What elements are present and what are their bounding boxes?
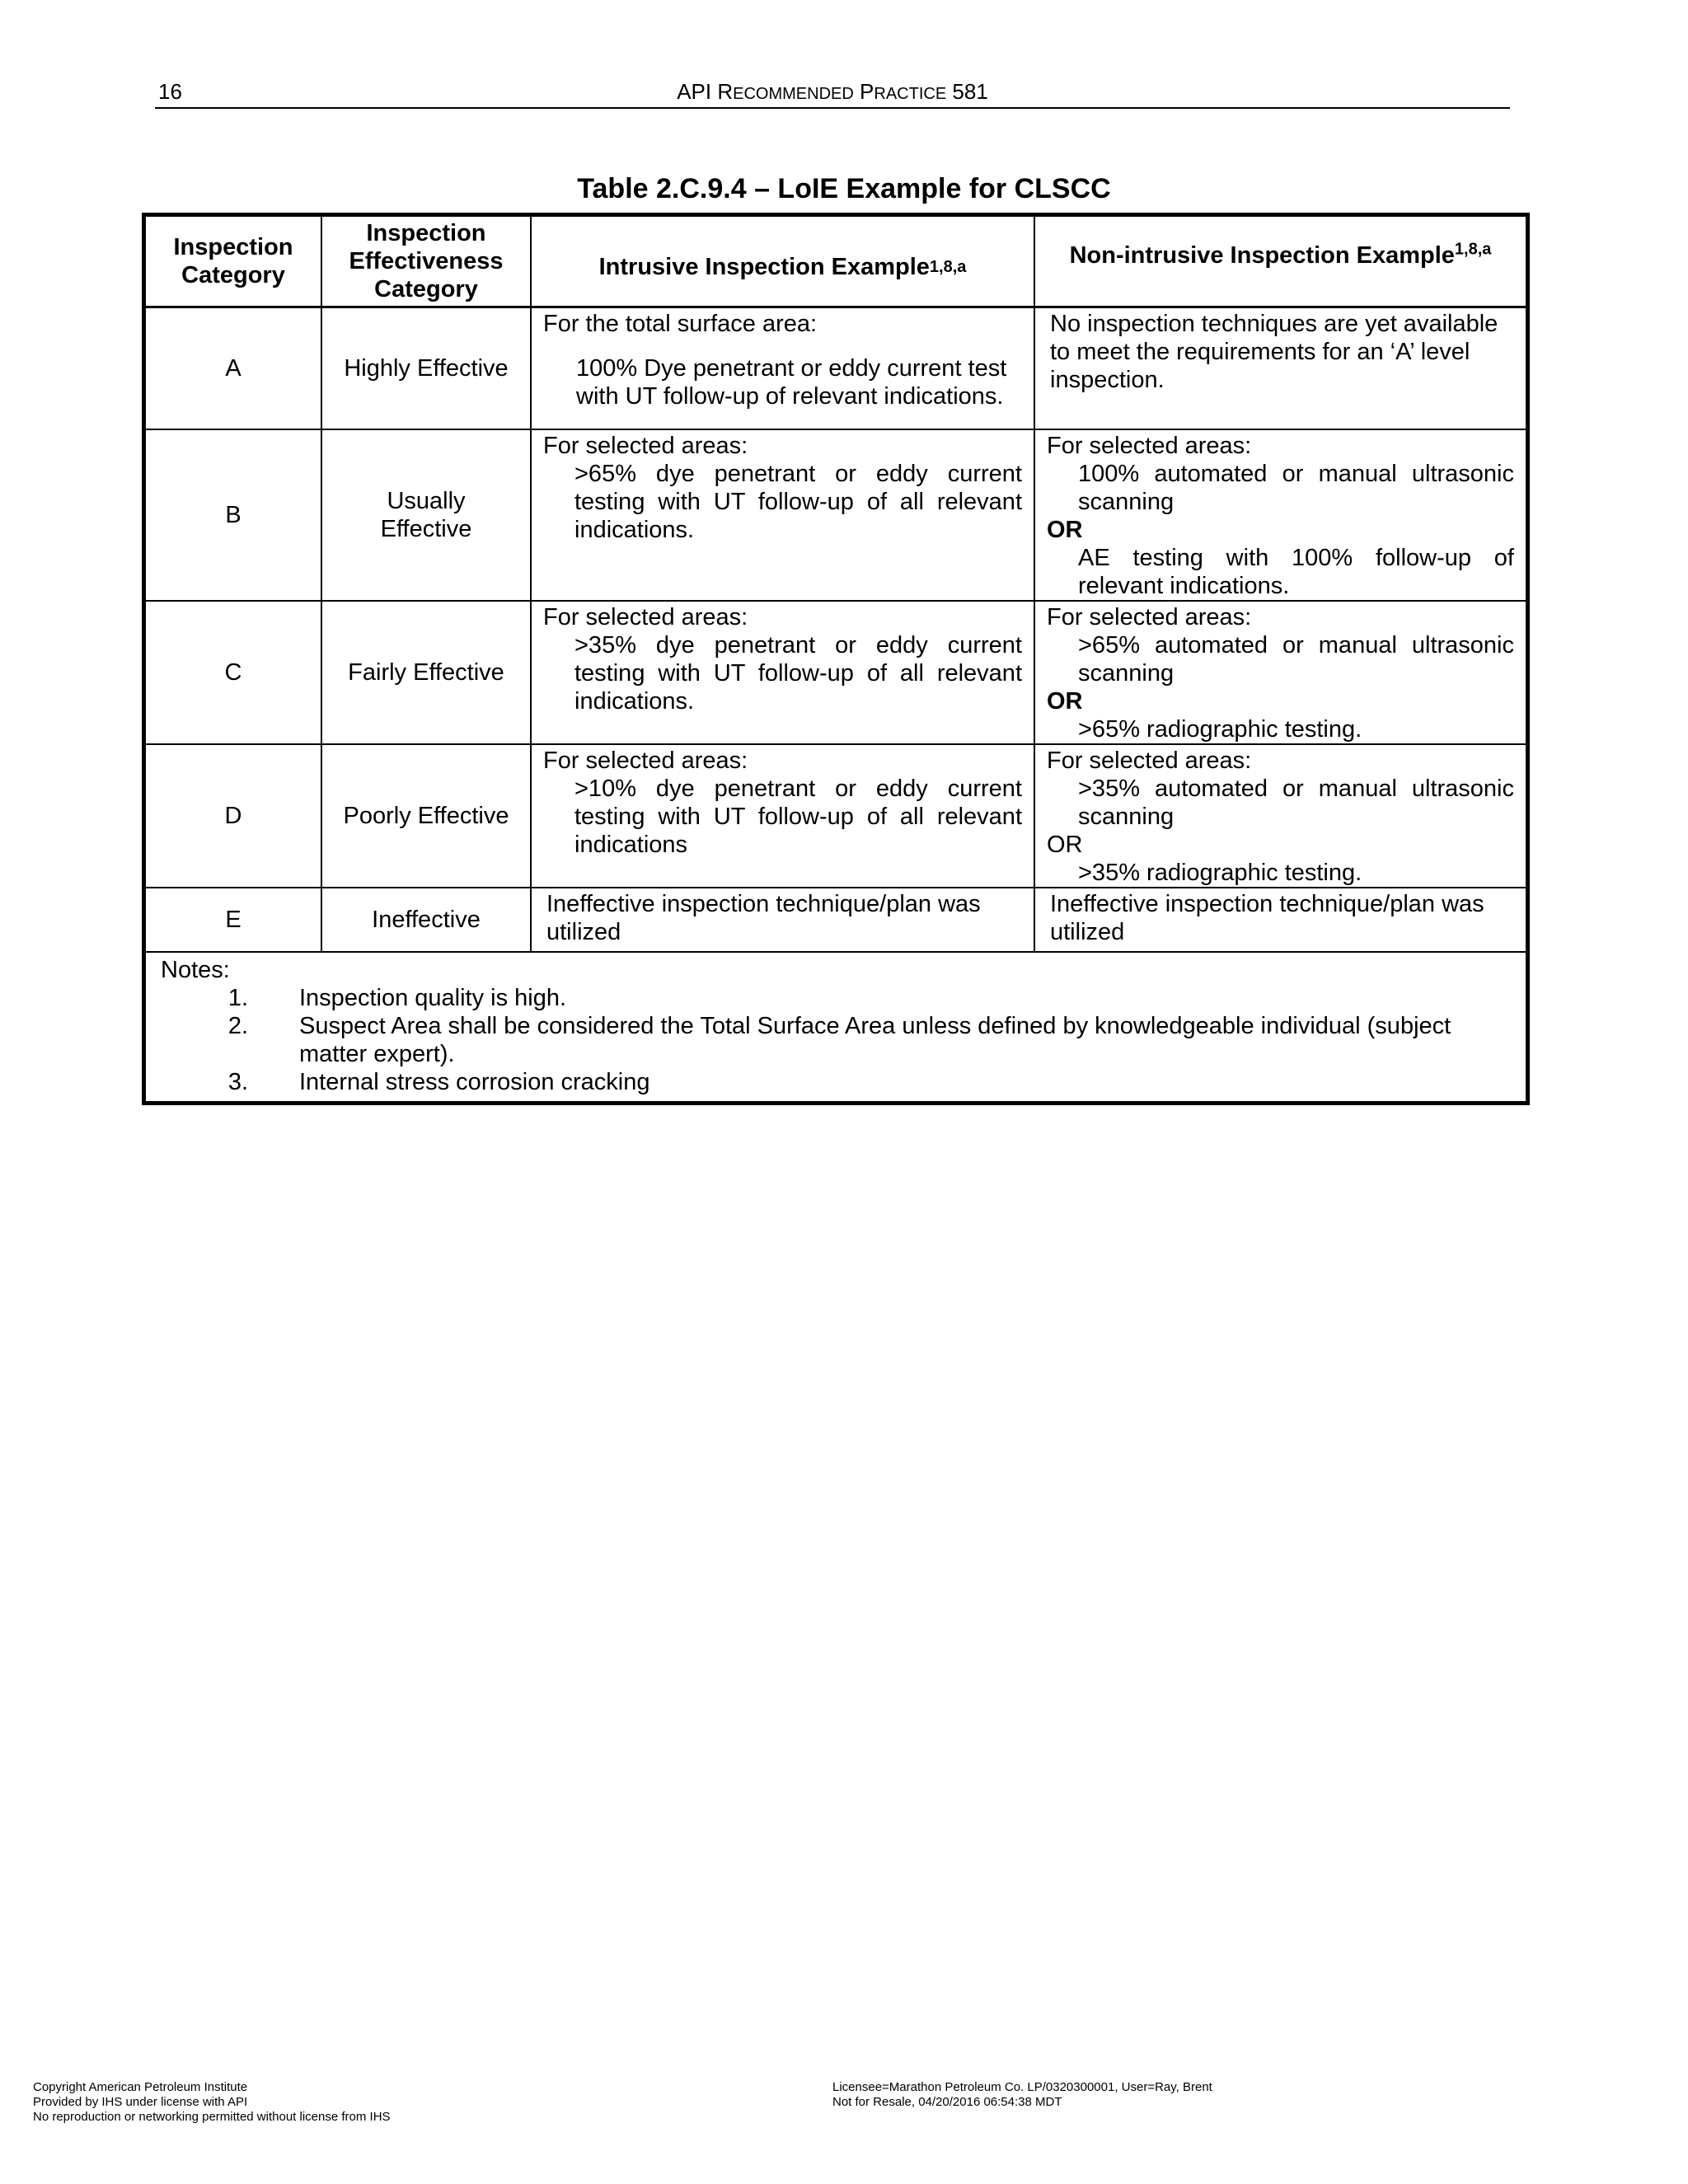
nonintrusive-cell: Ineffective inspection technique/plan was utilized: [1034, 888, 1526, 951]
effectiveness-cell: Usually Effective: [321, 430, 530, 600]
intrusive-cell: For selected areas: >10% dye penetrant or eddy current testing with UT follow-up of all relevant indications: [530, 745, 1034, 887]
nonintrusive-cell: For selected areas: 100% automated or manual ultrasonic scanning OR AE testing with 100% follow-up of relevant indications.: [1034, 430, 1526, 600]
effectiveness-cell: Fairly Effective: [321, 602, 530, 743]
header-intrusive: Intrusive Inspection Example 1,8,a: [530, 217, 1034, 306]
footer-license: Licensee=Marathon Petroleum Co. LP/0320300001, User=Ray, Brent Not for Resale, 04/20/2016 06:54:38 MDT: [832, 2080, 1212, 2109]
effectiveness-cell: Ineffective: [321, 888, 530, 951]
nonintrusive-cell: For selected areas: >65% automated or manual ultrasonic scanning OR >65% radiographic testing.: [1034, 602, 1526, 743]
category-cell: C: [224, 659, 242, 686]
header-effectiveness-category: Inspection Effectiveness Category: [321, 217, 530, 306]
table-row: [146, 600, 1526, 743]
table-title: Table 2.C.9.4 – LoIE Example for CLSCC: [577, 173, 1111, 204]
effectiveness-cell: Highly Effective: [321, 308, 530, 429]
intrusive-cell: For selected areas: >65% dye penetrant or eddy current testing with UT follow-up of all relevant indications.: [530, 430, 1034, 600]
nonintrusive-cell: No inspection techniques are yet available to meet the requirements for an ‘A’ level inspection.: [1034, 308, 1526, 429]
footer-copyright: Copyright American Petroleum Institute Provided by IHS under license with API No reproduction or networking permitted without license from IHS: [33, 2080, 391, 2124]
table-row: [146, 743, 1526, 887]
table-row: [146, 429, 1526, 600]
running-title: API RECOMMENDED PRACTICE 581: [677, 79, 988, 104]
notes-label: Notes:: [161, 957, 230, 983]
category-cell: B: [225, 502, 241, 528]
category-cell: E: [225, 907, 241, 933]
intrusive-cell: For the total surface area: 100% Dye penetrant or eddy current test with UT follow-up of relevant indications.: [530, 308, 1034, 429]
header-nonintrusive: Non-intrusive Inspection Example$^{1,8,a}$: [1034, 217, 1526, 306]
intrusive-cell: For selected areas: >35% dye penetrant or eddy current testing with UT follow-up of all relevant indications.: [530, 602, 1034, 743]
table-row: [146, 887, 1526, 951]
intrusive-cell: Ineffective inspection technique/plan was utilized: [530, 888, 1034, 951]
note-item: 2. Suspect Area shall be considered the Total Surface Area unless defined by knowledgeable individual (subject matter expert).: [227, 1013, 1451, 1067]
effectiveness-cell: Poorly Effective: [321, 745, 530, 887]
table-notes: [146, 951, 1526, 1101]
table-row: [146, 308, 1526, 429]
note-item: 3. Internal stress corrosion cracking: [227, 1069, 650, 1095]
header-inspection-category: Inspection Category: [173, 234, 293, 288]
table-header-row: [146, 217, 1526, 308]
page-number: 16: [158, 79, 182, 104]
loie-table: [142, 213, 1530, 1105]
category-cell: A: [225, 355, 241, 382]
note-item: 1. Inspection quality is high.: [227, 985, 567, 1011]
page-header: [155, 79, 1510, 109]
nonintrusive-cell: For selected areas: >35% automated or manual ultrasonic scanning OR >35% radiographic testing.: [1034, 745, 1526, 887]
category-cell: D: [224, 803, 242, 829]
